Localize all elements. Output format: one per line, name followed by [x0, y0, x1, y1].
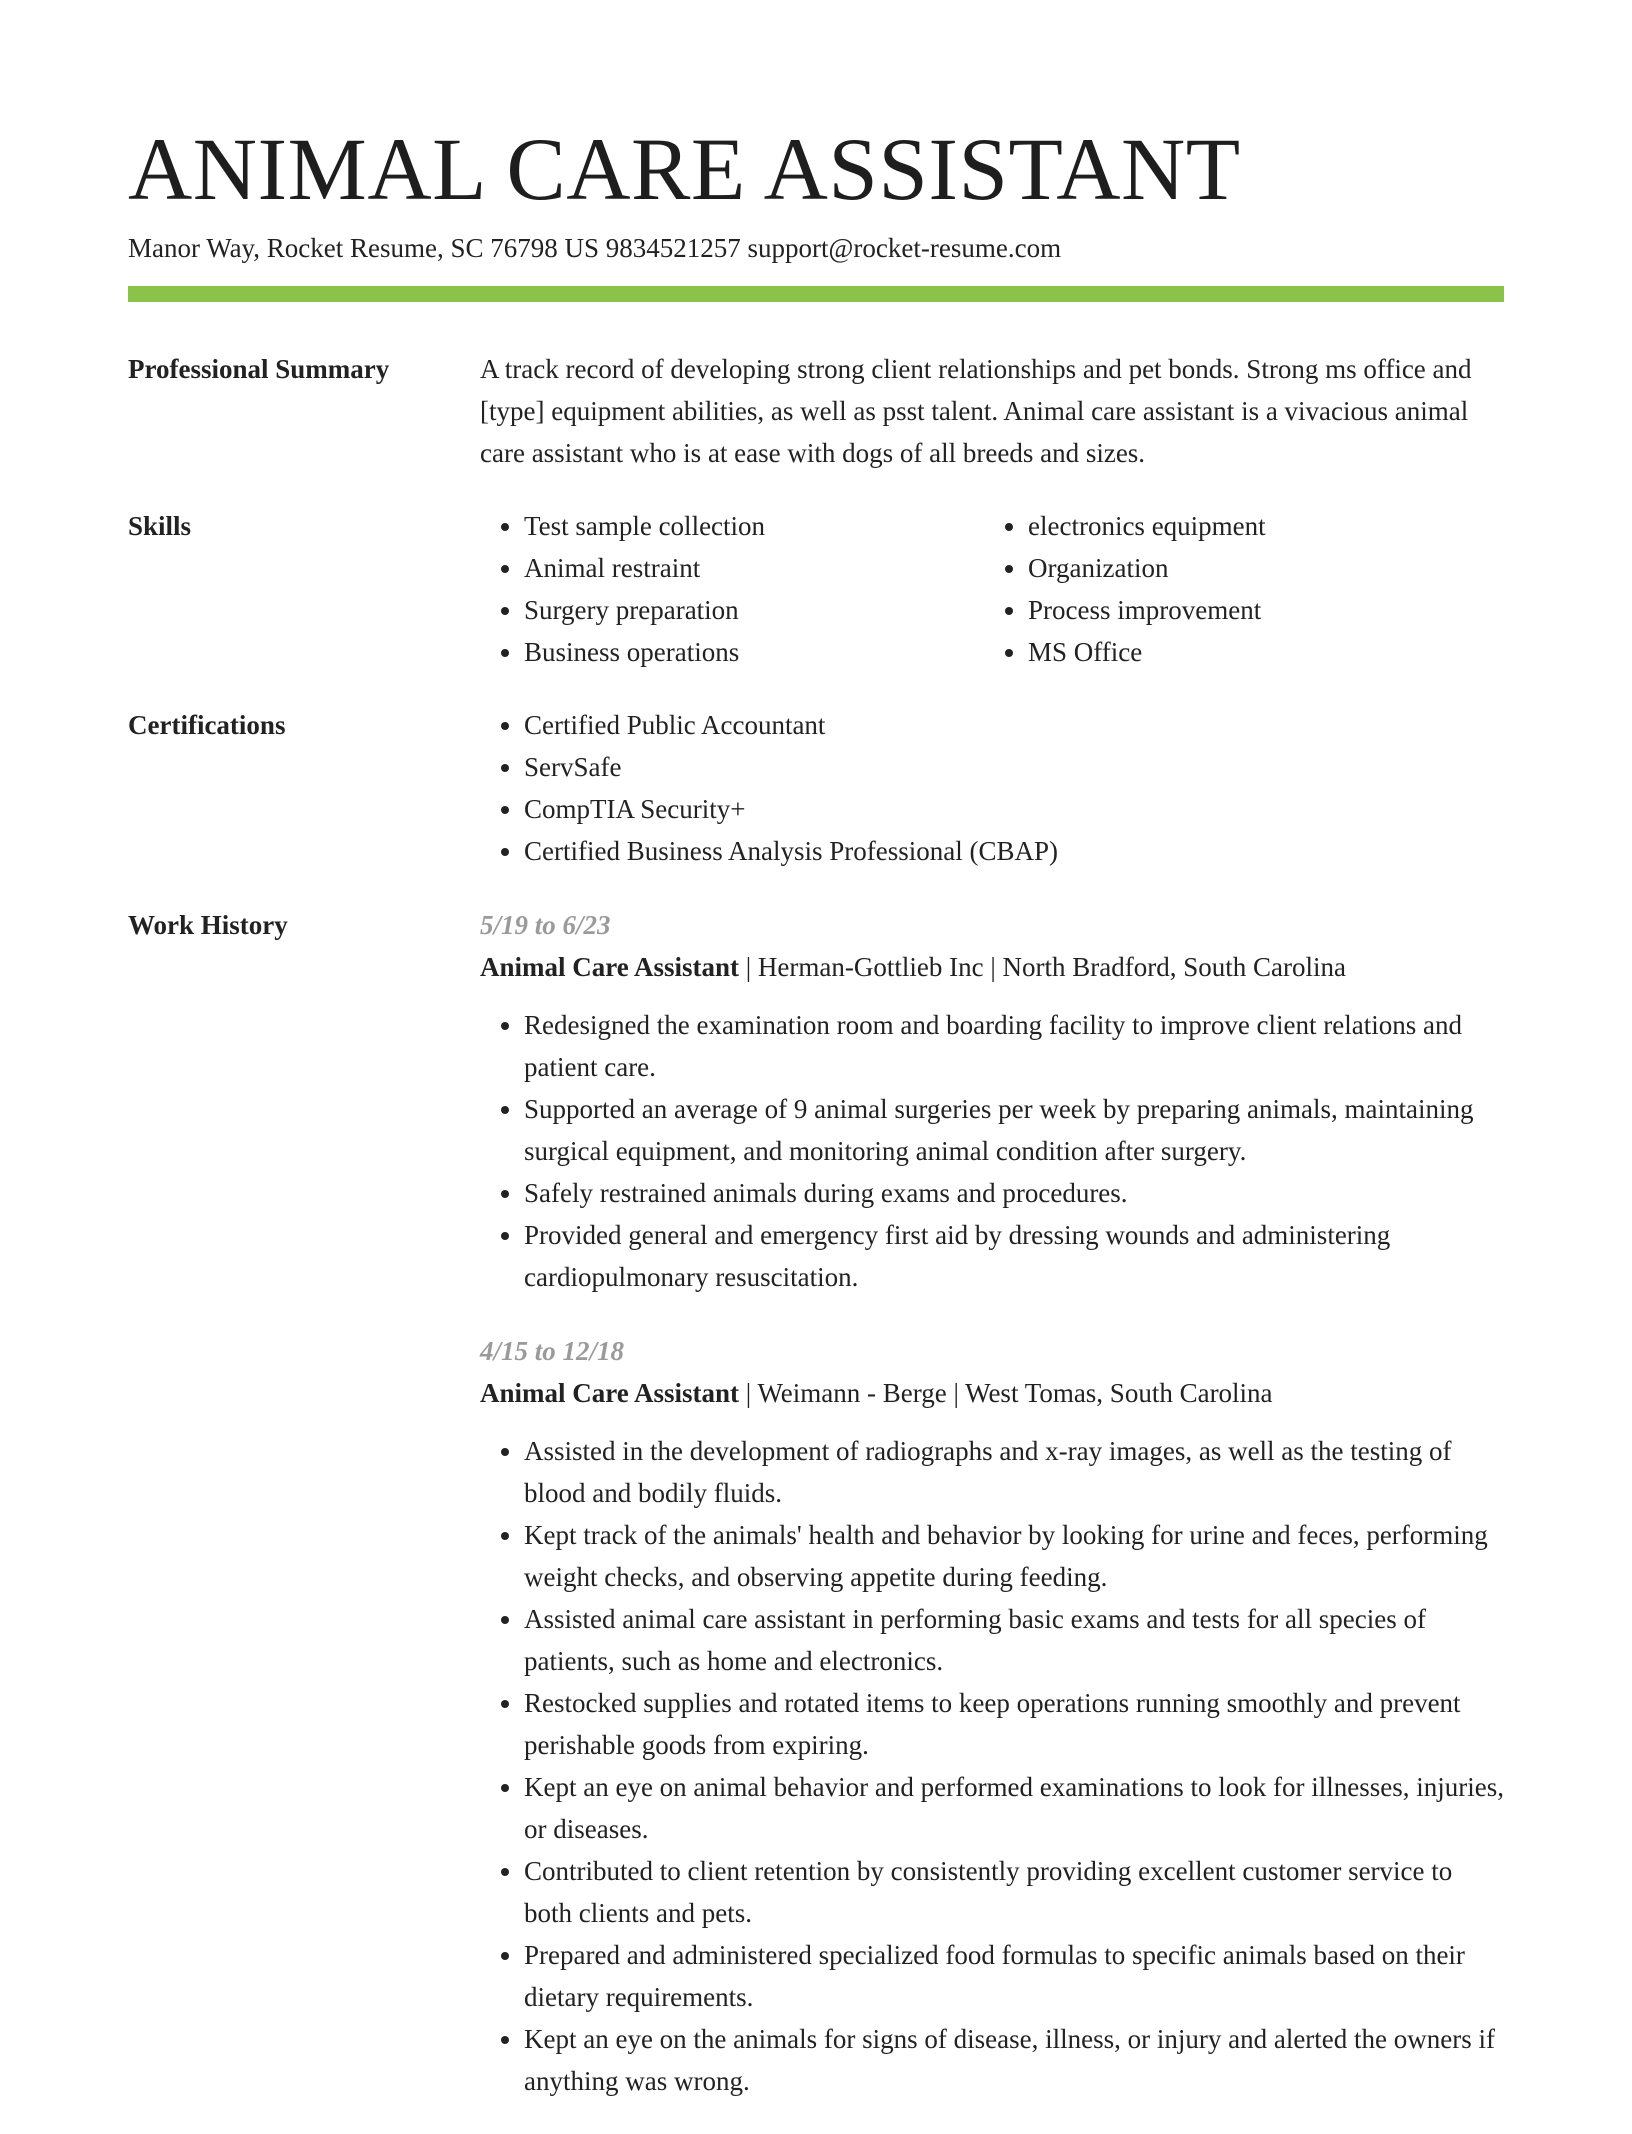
job-bullets — [480, 1430, 1504, 2102]
job-bullet: • Contributed to client retention by consistently providing excellent customer service to both clients and pets. — [524, 1850, 1504, 1934]
summary-content — [480, 348, 1504, 474]
job-heading — [480, 946, 1504, 988]
resume-header — [128, 118, 1504, 266]
job-bullet: • Kept an eye on the animals for signs of disease, illness, or injury and alerted the owners if anything was wrong. — [524, 2018, 1504, 2102]
job-bullet: • Assisted animal care assistant in performing basic exams and tests for all species of patients, such as home and electronics. — [524, 1598, 1504, 1682]
accent-divider — [128, 286, 1504, 302]
skill-item: • Test sample collection — [524, 505, 984, 547]
job-bullet: • Provided general and emergency first aid by dressing wounds and administering cardiopulmonary resuscitation. — [524, 1214, 1504, 1298]
certification-item: • ServSafe — [524, 746, 1504, 788]
job-bullet: • Restocked supplies and rotated items to keep operations running smoothly and prevent perishable goods from expiring. — [524, 1682, 1504, 1766]
section-label-summary: Professional Summary — [128, 354, 390, 384]
skill-item: • electronics equipment — [1028, 505, 1488, 547]
certification-item: • Certified Public Accountant — [524, 704, 1504, 746]
job-title: Animal Care Assistant — [480, 952, 740, 982]
section-label-skills: Skills — [128, 511, 192, 541]
job-bullet: • Assisted in the development of radiographs and x-ray images, as well as the testing of blood and bodily fluids. — [524, 1430, 1504, 1514]
skill-item: • Process improvement — [1028, 589, 1488, 631]
section-label-certifications: Certifications — [128, 710, 286, 740]
skill-item: • Surgery preparation — [524, 589, 984, 631]
job-bullet: • Kept track of the animals' health and behavior by looking for urine and feces, performing weight checks, and observing appetite during feeding. — [524, 1514, 1504, 1598]
skill-item: • MS Office — [1028, 631, 1488, 673]
job-bullet: • Kept an eye on animal behavior and performed examinations to look for illnesses, injuries, or diseases. — [524, 1766, 1504, 1850]
job-bullet: • Prepared and administered specialized food formulas to specific animals based on their dietary requirements. — [524, 1934, 1504, 2018]
job-employer-location: | Weimann - Berge | West Tomas, South Carolina — [739, 1378, 1273, 1408]
certifications-list — [480, 704, 1504, 872]
skill-item: • Organization — [1028, 547, 1488, 589]
job-employer-location: | Herman-Gottlieb Inc | North Bradford, South Carolina — [739, 952, 1346, 982]
candidate-name: ANIMAL CARE ASSISTANT — [128, 121, 1241, 219]
section-label-work-history: Work History — [128, 910, 288, 940]
certification-item: • Certified Business Analysis Professional (CBAP) — [524, 830, 1504, 872]
skills-list-right — [984, 505, 1488, 673]
job-title: Animal Care Assistant — [480, 1378, 740, 1408]
skills-list-left — [480, 505, 984, 673]
contact-line: Manor Way, Rocket Resume, SC 76798 US 9834521257 support@rocket-resume.com — [128, 233, 1062, 263]
skill-item: • Business operations — [524, 631, 984, 673]
job-entry — [480, 904, 1504, 1298]
skills-columns — [480, 505, 1504, 673]
summary-text: A track record of developing strong client relationships and pet bonds. Strong ms office and [type] equipment abilities, as well as psst talent. Animal care assistant is a vivacious animal care assistant who is at ease with dogs of all breeds and sizes. — [480, 354, 1472, 468]
job-heading — [480, 1372, 1504, 1414]
job-bullets — [480, 1004, 1504, 1298]
certifications-content — [480, 704, 1504, 872]
certification-item: • CompTIA Security+ — [524, 788, 1504, 830]
job-bullet: • Supported an average of 9 animal surgeries per week by preparing animals, maintaining surgical equipment, and monitoring animal condition after surgery. — [524, 1088, 1504, 1172]
job-bullet: • Redesigned the examination room and boarding facility to improve client relations and patient care. — [524, 1004, 1504, 1088]
job-dates: 4/15 to 12/18 — [480, 1336, 625, 1366]
job-entry — [480, 1330, 1504, 2102]
skill-item: • Animal restraint — [524, 547, 984, 589]
job-dates: 5/19 to 6/23 — [480, 910, 611, 940]
work-history-content — [480, 904, 1504, 2134]
job-bullet: • Safely restrained animals during exams and procedures. — [524, 1172, 1504, 1214]
